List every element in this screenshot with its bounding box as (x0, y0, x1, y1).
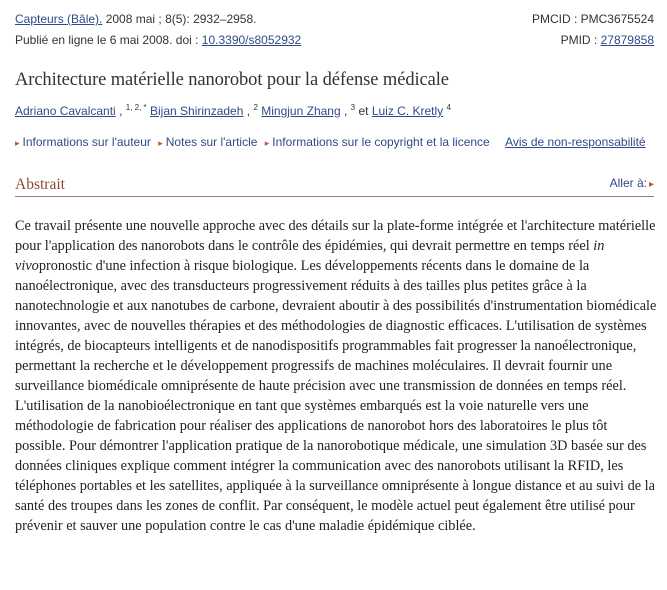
goto-menu-button[interactable] (610, 176, 654, 190)
copyright-toggle[interactable]: Informations sur le copyright et la licence (272, 135, 490, 149)
author-link[interactable]: Mingjun Zhang (261, 104, 341, 118)
doi-link[interactable]: 10.3390/s8052932 (201, 33, 302, 47)
published-date: Publié en ligne le 6 mai 2008. doi : (15, 33, 202, 47)
triangle-right-icon: ▸ (648, 179, 654, 190)
abstract-text (15, 216, 659, 536)
disclaimer-link[interactable]: Avis de non-responsabilité (505, 135, 646, 149)
triangle-right-icon: ▸ (264, 138, 270, 148)
article-title: Architecture matérielle nanorobot pour la défense médicale (15, 70, 449, 90)
citation-details: 2008 mai ; 8(5): 2932–2958. (102, 12, 257, 26)
triangle-right-icon: ▸ (158, 138, 163, 148)
abstract-header (15, 174, 654, 197)
journal-link[interactable]: Capteurs (Bâle). (15, 12, 103, 26)
author-and: et (358, 104, 369, 118)
author-affiliation: 2 (253, 103, 258, 112)
abstract-italic-term: in vivo (15, 238, 605, 274)
author-link[interactable]: Adriano Cavalcanti (15, 104, 116, 118)
author-affiliation: 1, 2, * (125, 103, 147, 112)
author-link[interactable]: Luiz C. Kretly (371, 104, 444, 118)
author-separator: , (119, 104, 123, 118)
author-info-toggle[interactable]: Informations sur l'auteur (22, 135, 151, 149)
author-list (15, 103, 451, 119)
article-notes-toggle[interactable]: Notes sur l'article (165, 135, 258, 149)
author-affiliation: 4 (446, 103, 451, 112)
author-separator: , (343, 104, 348, 118)
pmid-link[interactable]: 27879858 (600, 33, 654, 47)
pmid-label: PMID : (560, 33, 601, 47)
abstract-text-part: Ce travail présente une nouvelle approche avec des détails sur la plate-forme intégrée et l'architecture matérielle pour l'application des nanorobots dans le contrôle des épidémies, qui devrait permettre en temps réel (15, 218, 656, 254)
publication-row (15, 33, 654, 48)
citation-row (15, 12, 654, 27)
goto-label: Aller à: (609, 176, 647, 190)
article-info-links (15, 135, 646, 151)
author-affiliation: 3 (350, 103, 356, 112)
abstract-heading: Abstrait (15, 176, 65, 193)
author-separator: , (246, 104, 251, 118)
abstract-text-part: pronostic d'une infection à risque biologique. Les développements récents dans le domaine de la nanoélectronique, avec des transducteurs progressivement réduits à des tailles plus petites grâce à la nanotechnologie et aux nanotubes de carbone, devraient aboutir à des possibilités d'instrumentation biomédicale innovantes, avec de nouvelles thérapies et des méthodologies de diagnostic efficaces. L'utilisation de systèmes intégrés, de biocapteurs intelligents et de nanodispositifs programmables fait progresser la nanoélectronique, permettant la recherche et le développement progressifs de machines moléculaires. Il devrait fournir une surveillance biomédicale omniprésente de haute précision avec une transmission de données en temps réel. L'utilisation de la nanobioélectronique en tant que systèmes embarqués est la voie naturelle vers une méthodologie de fabrication pour réaliser des applications de nanorobot hors des laboratoires le plus tôt possible. Pour démontrer l'application pratique de la nanorobotique médicale, une simulation 3D basée sur des données cliniques explique comment intégrer la communication avec des nanorobots utilisant la RFID, les téléphones portables et les satellites, appliquée à la surveillance omniprésente à longue distance et au suivi de la santé des troupes dans les zones de conflit. Par conséquent, le modèle actuel peut également être utilisé pour prévenir et sauver une population contre le cas d'une maladie épidémique ciblée. (15, 258, 657, 534)
pmid-container (561, 33, 654, 48)
pmcid-label: PMCID : PMC3675524 (531, 12, 654, 26)
triangle-right-icon: ▸ (15, 138, 20, 148)
author-link[interactable]: Bijan Shirinzadeh (150, 104, 244, 118)
